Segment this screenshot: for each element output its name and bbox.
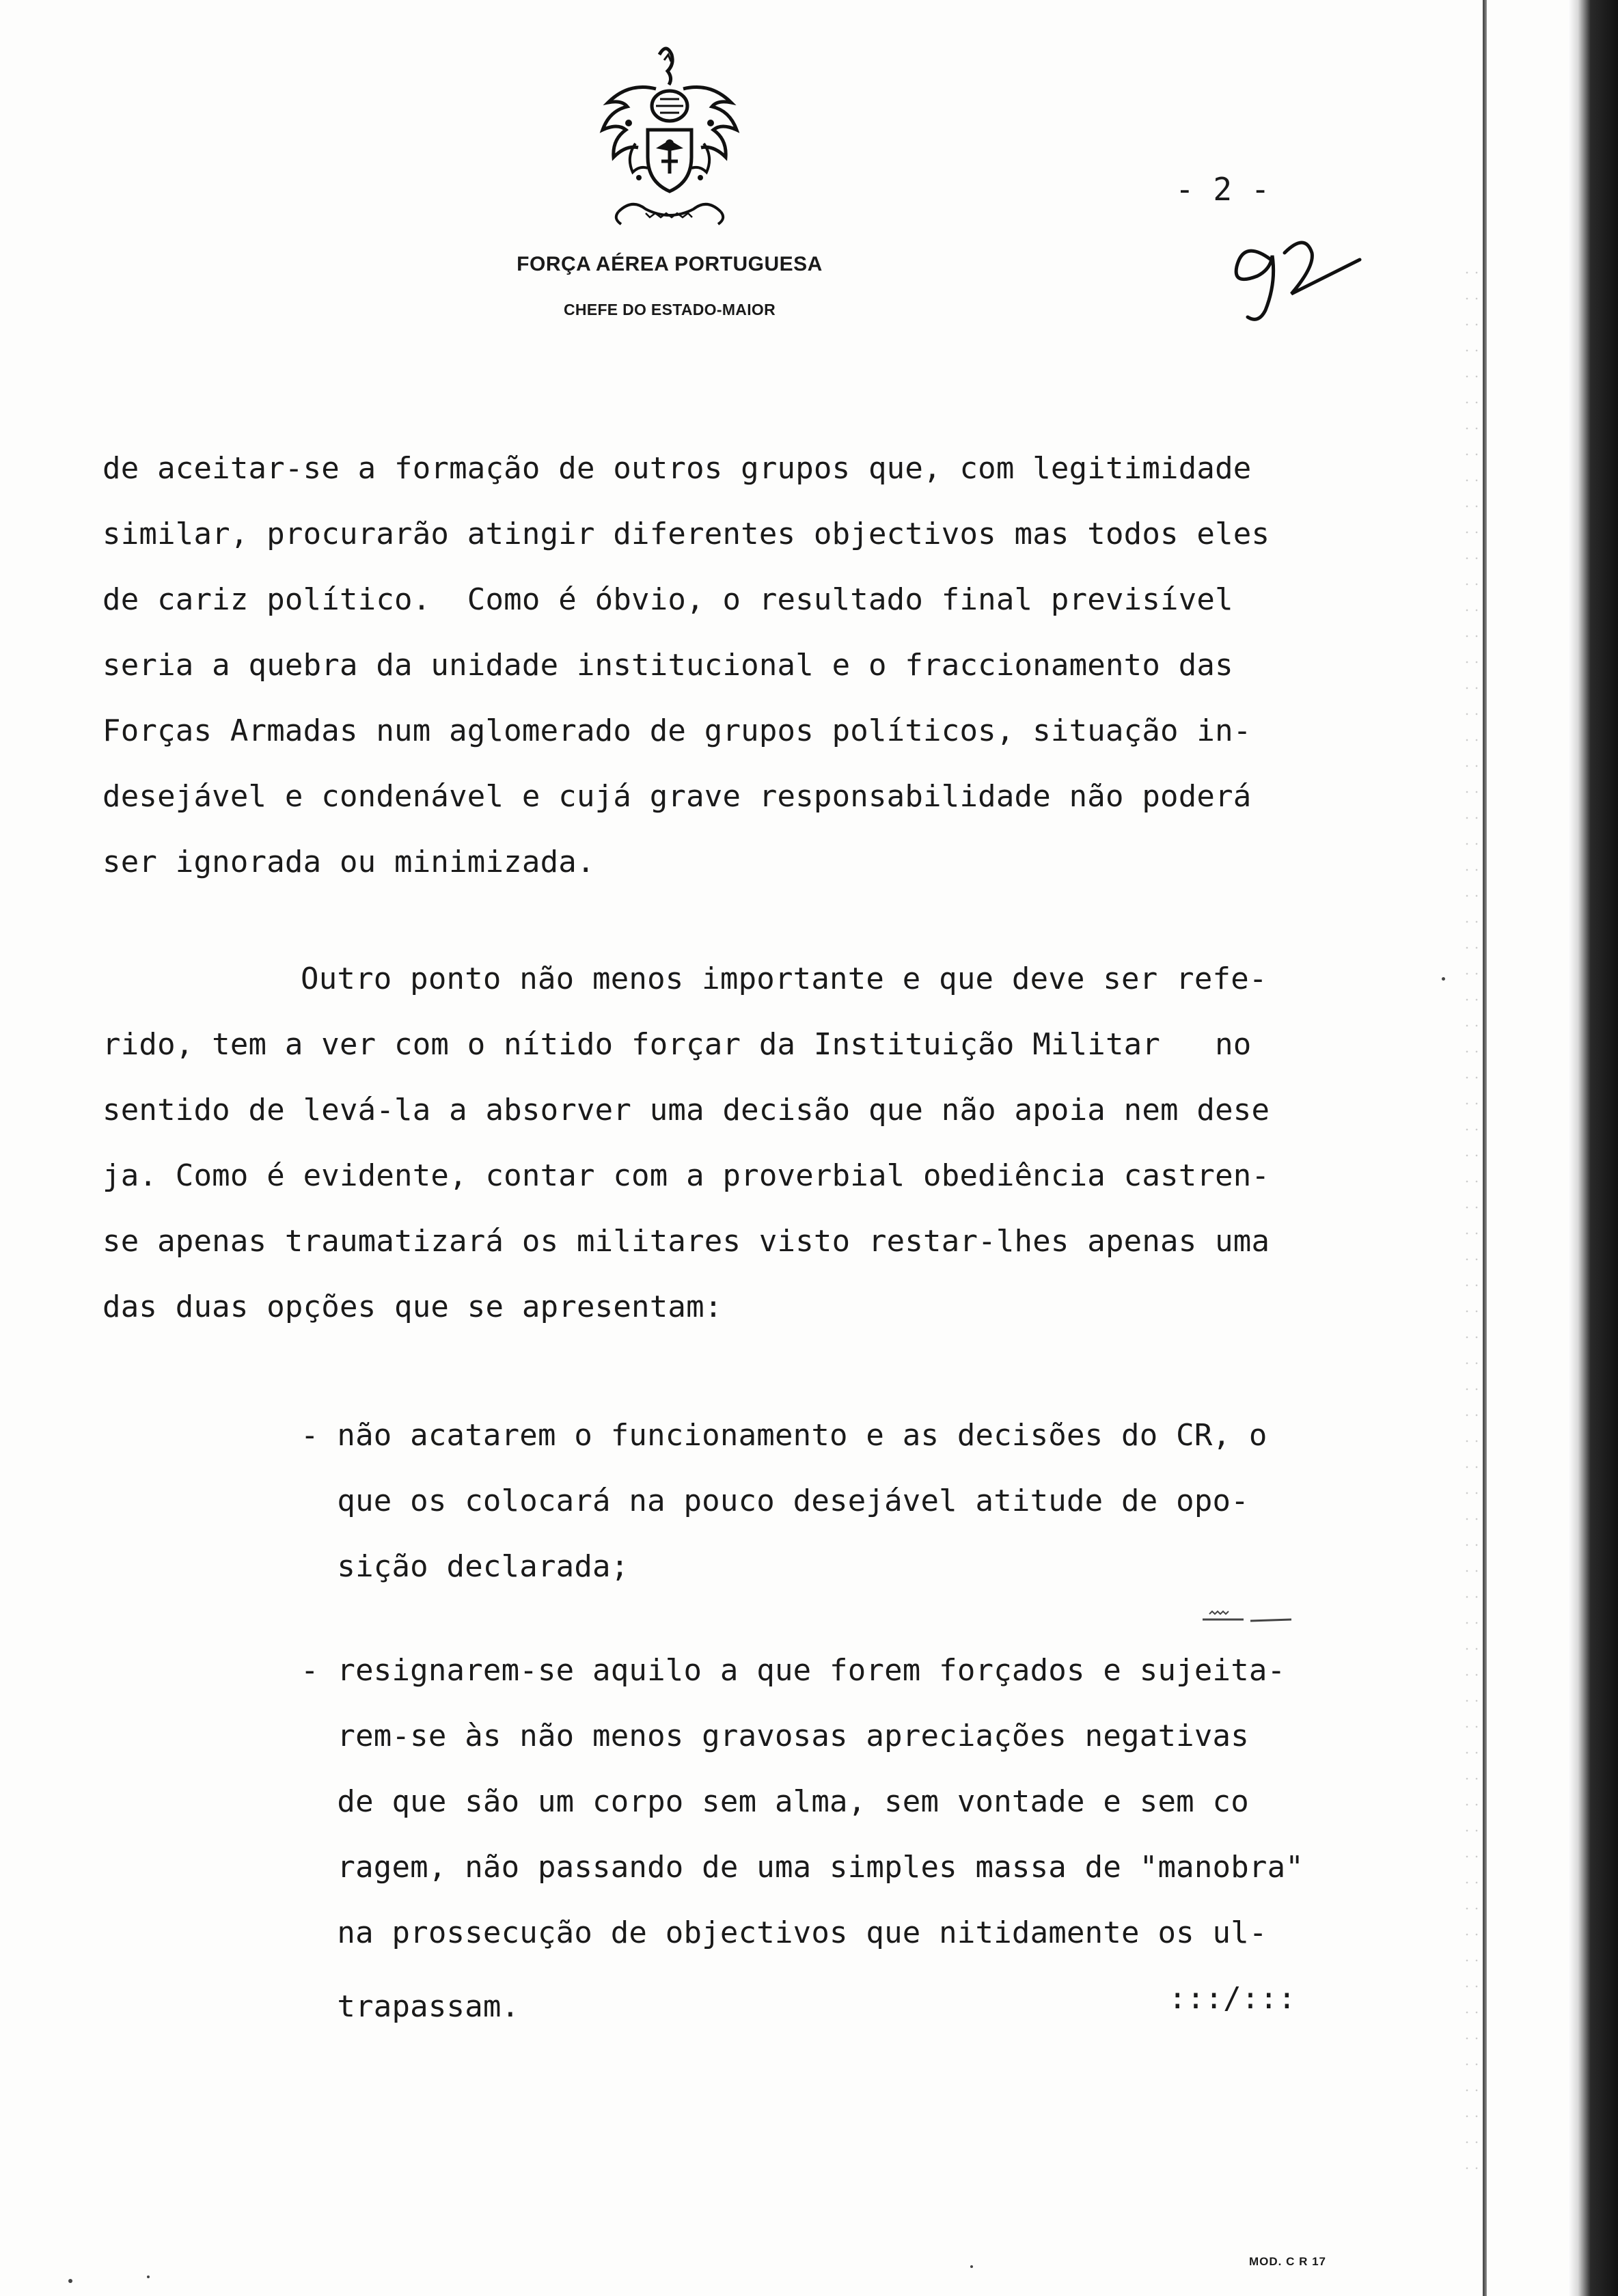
handwritten-folio-number [1230,232,1367,321]
option-2-line-3: de que são um corpo sem alma, sem vontade e sem co [301,1784,1249,1819]
form-code: MOD. C R 17 [1249,2255,1327,2268]
scan-speck [147,2276,150,2278]
continuation-mark: :::/::: [1168,1981,1296,2016]
paragraph-2-line-1: Outro ponto não menos importante e que deve ser refe- [301,961,1267,996]
scan-speck [970,2265,973,2268]
scan-noise [1462,260,1483,2173]
paragraph-2-line-2: rido, tem a ver com o nítido forçar da Instituição Militar no [102,1027,1252,1062]
coat-of-arms-icon [588,41,752,246]
scan-speck [68,2279,72,2283]
option-2-line-5: na prossecução de objectivos que nitidamente os ul- [301,1915,1267,1950]
option-2-line-2: rem-se às não menos gravosas apreciações negativas [301,1719,1249,1753]
option-1-line-3: sição declarada; [301,1549,629,1584]
organization-subtitle: CHEFE DO ESTADO-MAIOR [564,301,776,318]
scan-edge-shadow [1568,0,1618,2296]
paragraph-1-line-5: Forças Armadas num aglomerado de grupos políticos, situação in- [102,713,1252,748]
page-number: - 2 - [1175,171,1270,208]
paragraph-1-line-6: desejável e condenável e cujá grave responsabilidade não poderá [102,779,1252,814]
paragraph-1-line-7: ser ignorada ou minimizada. [102,845,595,879]
option-2-line-6: trapassam. [301,1989,520,2024]
stray-ink-mark [1196,1606,1319,1626]
paragraph-2-line-5: se apenas traumatizará os militares visto restar-lhes apenas uma [102,1224,1270,1259]
option-1-line-1: - não acatarem o funcionamento e as decisões do CR, o [301,1418,1267,1453]
paragraph-2-line-3: sentido de levá-la a absorver uma decisão que não apoia nem dese [102,1093,1270,1128]
scan-speck [1442,977,1445,981]
paragraph-1-line-2: similar, procurarão atingir diferentes objectivos mas todos eles [102,517,1270,551]
option-2-line-4: ragem, não passando de uma simples massa de "manobra" [301,1850,1304,1885]
paragraph-2-line-4: ja. Como é evidente, contar com a proverbial obediência castren- [102,1158,1270,1193]
scan-edge-line [1483,0,1487,2296]
option-2-line-1: - resignarem-se aquilo a que forem forçados e sujeita- [301,1653,1286,1688]
paragraph-2-line-6: das duas opções que se apresentam: [102,1289,723,1324]
paragraph-1-line-1: de aceitar-se a formação de outros grupos que, com legitimidade [102,451,1252,486]
option-1-line-2: que os colocará na pouco desejável atitude de opo- [301,1484,1249,1518]
paragraph-1-line-3: de cariz político. Como é óbvio, o resultado final previsível [102,582,1233,617]
organization-name: FORÇA AÉREA PORTUGUESA [517,253,823,275]
paragraph-1-line-4: seria a quebra da unidade institucional e o fraccionamento das [102,648,1233,683]
